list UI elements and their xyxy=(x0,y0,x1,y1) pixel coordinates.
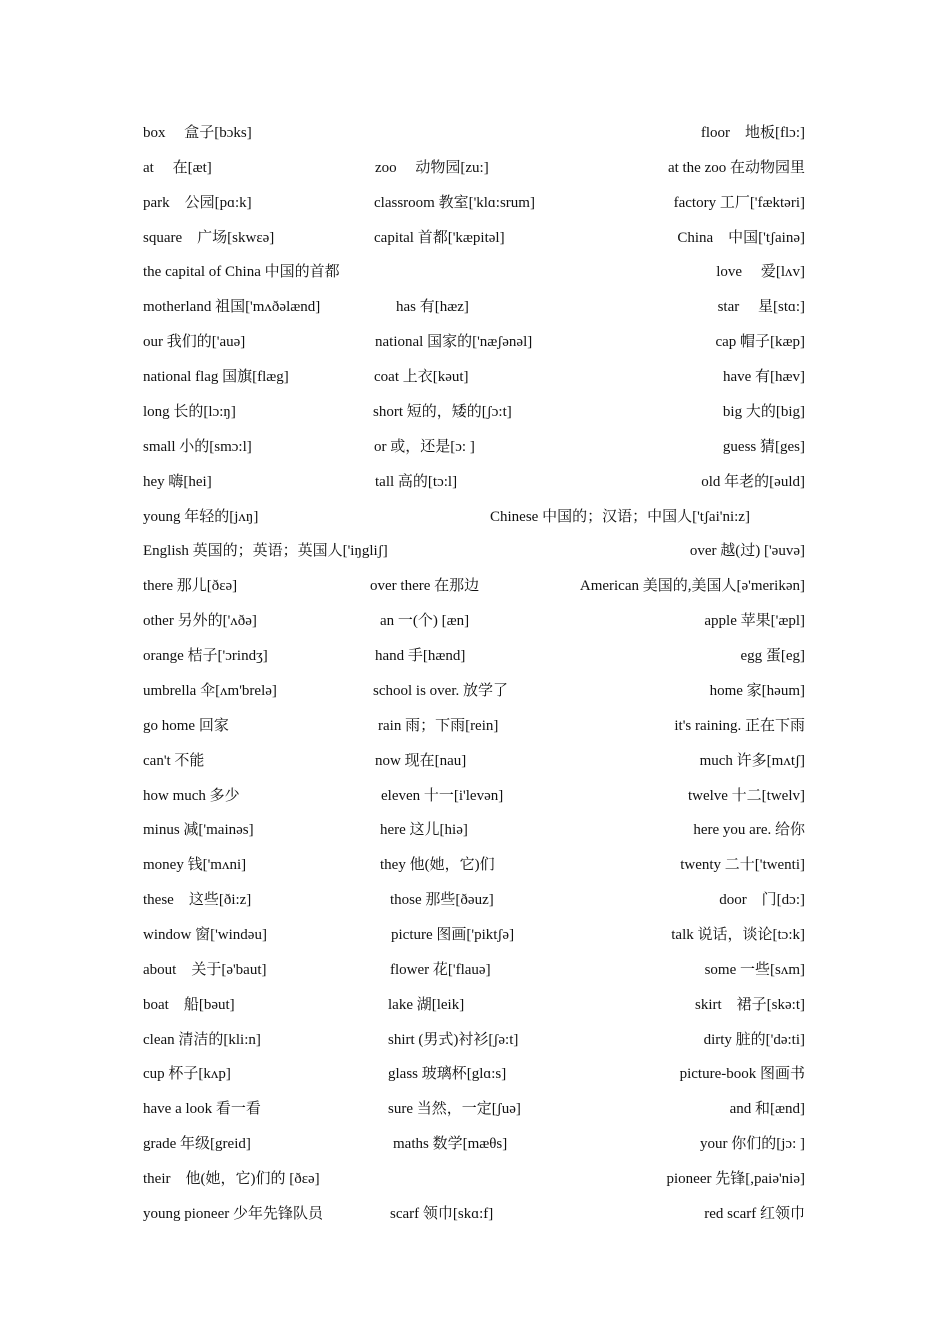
vocab-row xyxy=(0,960,950,988)
vocab-entry-right: apple 苹果['æpl] xyxy=(704,613,805,630)
vocab-entry-right: it's raining. 正在下雨 xyxy=(674,717,805,734)
vocab-entry-right: much 许多[mʌtʃ] xyxy=(699,752,805,769)
vocab-entry-right: American 美国的,美国人[ə'merikən] xyxy=(579,578,805,595)
vocab-entry-left: their 他(她，它)们的 [ðɛə] xyxy=(143,1171,320,1188)
vocab-entry-left: how much 多少 xyxy=(143,787,240,804)
vocab-row xyxy=(0,262,950,290)
vocab-entry-right: red scarf 红领巾 xyxy=(704,1205,805,1222)
vocab-entry-right: here you are. 给你 xyxy=(693,822,805,839)
vocab-entry-left: at 在[æt] xyxy=(143,159,212,176)
vocab-entry-left: umbrella 伞[ʌm'brelə] xyxy=(143,682,277,699)
vocab-entry-middle: short 短的，矮的[ʃɔ:t] xyxy=(373,403,512,420)
vocab-entry-right: skirt 裙子[skə:t] xyxy=(695,996,805,1013)
vocab-entry-left: cup 杯子[kʌp] xyxy=(143,1066,231,1083)
vocab-row xyxy=(0,611,950,639)
vocab-entry-left: long 长的[lɔ:ŋ] xyxy=(143,403,236,420)
vocab-entry-middle: shirt (男式)衬衫[ʃə:t] xyxy=(388,1031,519,1048)
vocab-entry-left: boat 船[bəut] xyxy=(143,996,235,1013)
vocab-entry-right: pioneer 先锋[,paiə'niə] xyxy=(666,1171,805,1188)
vocab-entry-middle: rain 雨；下雨[rein] xyxy=(378,717,499,734)
vocab-row xyxy=(0,1030,950,1058)
vocab-entry-right: factory 工厂['fæktəri] xyxy=(673,194,805,211)
vocab-entry-left: these 这些[ði:z] xyxy=(143,892,252,909)
vocab-entry-middle: national 国家的['næʃənəl] xyxy=(375,334,533,351)
vocab-entry-middle: over there 在那边 xyxy=(370,578,480,595)
vocab-entry-middle: has 有[hæz] xyxy=(396,299,469,316)
vocab-entry-left: young 年轻的[jʌŋ] xyxy=(143,508,259,525)
vocab-row xyxy=(0,751,950,779)
vocab-entry-middle: eleven 十一[i'levən] xyxy=(381,787,504,804)
vocab-entry-middle: glass 玻璃杯[glɑ:s] xyxy=(388,1066,507,1083)
vocab-entry-left: small 小的[smɔ:l] xyxy=(143,438,252,455)
vocab-row xyxy=(0,228,950,256)
vocab-entry-left: minus 减['mainəs] xyxy=(143,822,254,839)
vocab-row xyxy=(0,890,950,918)
vocab-entry-left: orange 桔子['ɔrindʒ] xyxy=(143,648,268,665)
vocab-entry-right: love 爱[lʌv] xyxy=(716,264,805,281)
vocab-entry-right: twelve 十二[twelv] xyxy=(687,787,805,804)
vocab-entry-middle: an 一(个) [æn] xyxy=(380,613,470,630)
vocab-entry-left: young pioneer 少年先锋队员 xyxy=(143,1205,323,1222)
vocab-row xyxy=(0,193,950,221)
vocab-entry-right: old 年老的[əuld] xyxy=(701,473,805,490)
vocab-row xyxy=(0,820,950,848)
vocab-entry-middle: or 或，还是[ɔ: ] xyxy=(374,438,475,455)
vocab-row xyxy=(0,123,950,151)
vocab-entry-right: floor 地板[flɔ:] xyxy=(700,125,805,141)
vocab-entry-left: other 另外的['ʌðə] xyxy=(143,613,257,630)
vocab-row xyxy=(0,507,950,535)
vocab-entry-right: and 和[ænd] xyxy=(729,1101,805,1118)
vocab-entry-left: the capital of China 中国的首都 xyxy=(143,264,340,281)
vocab-entry-left: there 那儿[ðɛə] xyxy=(143,578,238,595)
vocab-entry-middle: those 那些[ðəuz] xyxy=(390,892,494,909)
vocab-entry-left: clean 清洁的[kli:n] xyxy=(143,1031,261,1048)
vocab-entry-right: have 有[hæv] xyxy=(722,369,805,386)
vocab-entry-right: cap 帽子[kæp] xyxy=(715,334,805,351)
vocab-entry-right: your 你们的[jɔ: ] xyxy=(700,1136,805,1153)
vocab-row xyxy=(0,367,950,395)
vocab-row xyxy=(0,332,950,360)
vocab-entry-left: box 盒子[bɔks] xyxy=(143,125,252,141)
vocab-row xyxy=(0,925,950,953)
vocab-entry-middle: picture 图画['piktʃə] xyxy=(391,927,515,943)
vocab-entry-right: at the zoo 在动物园里 xyxy=(667,159,805,176)
vocab-entry-middle: capital 首都['kæpitəl] xyxy=(374,229,505,246)
vocab-entry-left: grade 年级[greid] xyxy=(143,1136,251,1153)
vocab-row xyxy=(0,1204,950,1232)
vocab-row xyxy=(0,472,950,500)
vocab-row xyxy=(0,1169,950,1197)
vocab-entry-right: door 门[dɔ:] xyxy=(719,892,805,909)
vocab-entry-middle: scarf 领巾[skɑ:f] xyxy=(390,1205,494,1222)
vocab-entry-right: talk 说话，谈论[tɔ:k] xyxy=(671,927,805,943)
vocab-entry-left: square 广场[skwɛə] xyxy=(143,229,275,246)
vocab-entry-left: can't 不能 xyxy=(143,752,205,769)
vocab-row xyxy=(0,1064,950,1092)
vocab-entry-right: picture-book 图画书 xyxy=(679,1066,805,1083)
vocab-entry-middle: hand 手[hænd] xyxy=(375,648,466,665)
vocab-row xyxy=(0,297,950,325)
vocab-entry-left: hey 嗨[hei] xyxy=(143,473,212,490)
vocab-row xyxy=(0,437,950,465)
vocab-entry-middle: flower 花['flauə] xyxy=(390,961,491,978)
vocab-entry-middle: now 现在[nau] xyxy=(375,752,467,769)
vocab-entry-middle: zoo 动物园[zu:] xyxy=(375,159,489,176)
vocab-entry-left: national flag 国旗[flæg] xyxy=(143,369,289,386)
vocab-row xyxy=(0,1134,950,1162)
vocab-row xyxy=(0,158,950,186)
vocab-row xyxy=(0,646,950,674)
vocab-entry-right: egg 蛋[eg] xyxy=(740,648,805,665)
vocab-row xyxy=(0,681,950,709)
vocab-entry-right: over 越(过) ['əuvə] xyxy=(689,543,805,560)
vocab-entry-middle: tall 高的[tɔ:l] xyxy=(375,473,458,490)
vocab-entry-middle: school is over. 放学了 xyxy=(373,682,508,699)
vocab-entry-middle: Chinese 中国的；汉语；中国人['tʃai'ni:z] xyxy=(490,508,750,525)
vocab-entry-right: big 大的[big] xyxy=(722,403,805,420)
vocab-entry-left: window 窗['windəu] xyxy=(143,927,267,943)
vocab-entry-right: home 家[həum] xyxy=(709,682,805,699)
vocab-row xyxy=(0,402,950,430)
vocab-row xyxy=(0,995,950,1023)
vocab-entry-middle: sure 当然，一定[ʃuə] xyxy=(388,1101,521,1118)
vocab-entry-middle: maths 数学[mæθs] xyxy=(393,1136,508,1153)
vocab-entry-left: English 英国的；英语；英国人['iŋgliʃ] xyxy=(143,543,388,560)
vocab-row xyxy=(0,541,950,569)
vocab-entry-left: park 公园[pɑ:k] xyxy=(143,194,252,211)
vocab-entry-right: twenty 二十['twenti] xyxy=(680,857,805,874)
vocab-entry-left: money 钱['mʌni] xyxy=(143,857,247,874)
vocab-entry-left: our 我们的['auə] xyxy=(143,334,246,351)
vocab-entry-right: guess 猜[ges] xyxy=(722,438,805,455)
vocab-entry-left: have a look 看一看 xyxy=(143,1101,261,1118)
vocab-entry-right: star 星[stɑ:] xyxy=(717,299,805,316)
vocab-entry-middle: they 他(她，它)们 xyxy=(380,857,495,874)
vocab-row xyxy=(0,855,950,883)
vocab-entry-middle: here 这儿[hiə] xyxy=(380,822,468,839)
vocab-entry-left: motherland 祖国['mʌðəlænd] xyxy=(143,299,321,316)
vocab-entry-right: some 一些[sʌm] xyxy=(704,961,805,978)
vocab-row xyxy=(0,716,950,744)
vocab-entry-middle: coat 上衣[kəut] xyxy=(374,369,469,386)
vocab-entry-left: about 关于[ə'baut] xyxy=(143,961,267,978)
vocab-row xyxy=(0,576,950,604)
vocab-entry-right: China 中国['tʃainə] xyxy=(677,229,805,246)
vocab-row xyxy=(0,786,950,814)
vocab-entry-left: go home 回家 xyxy=(143,717,229,734)
vocab-entry-right: dirty 脏的['də:ti] xyxy=(703,1031,805,1048)
vocab-row xyxy=(0,1099,950,1127)
vocab-entry-middle: lake 湖[leik] xyxy=(388,996,465,1013)
vocab-entry-middle: classroom 教室['klɑ:srum] xyxy=(374,194,535,211)
